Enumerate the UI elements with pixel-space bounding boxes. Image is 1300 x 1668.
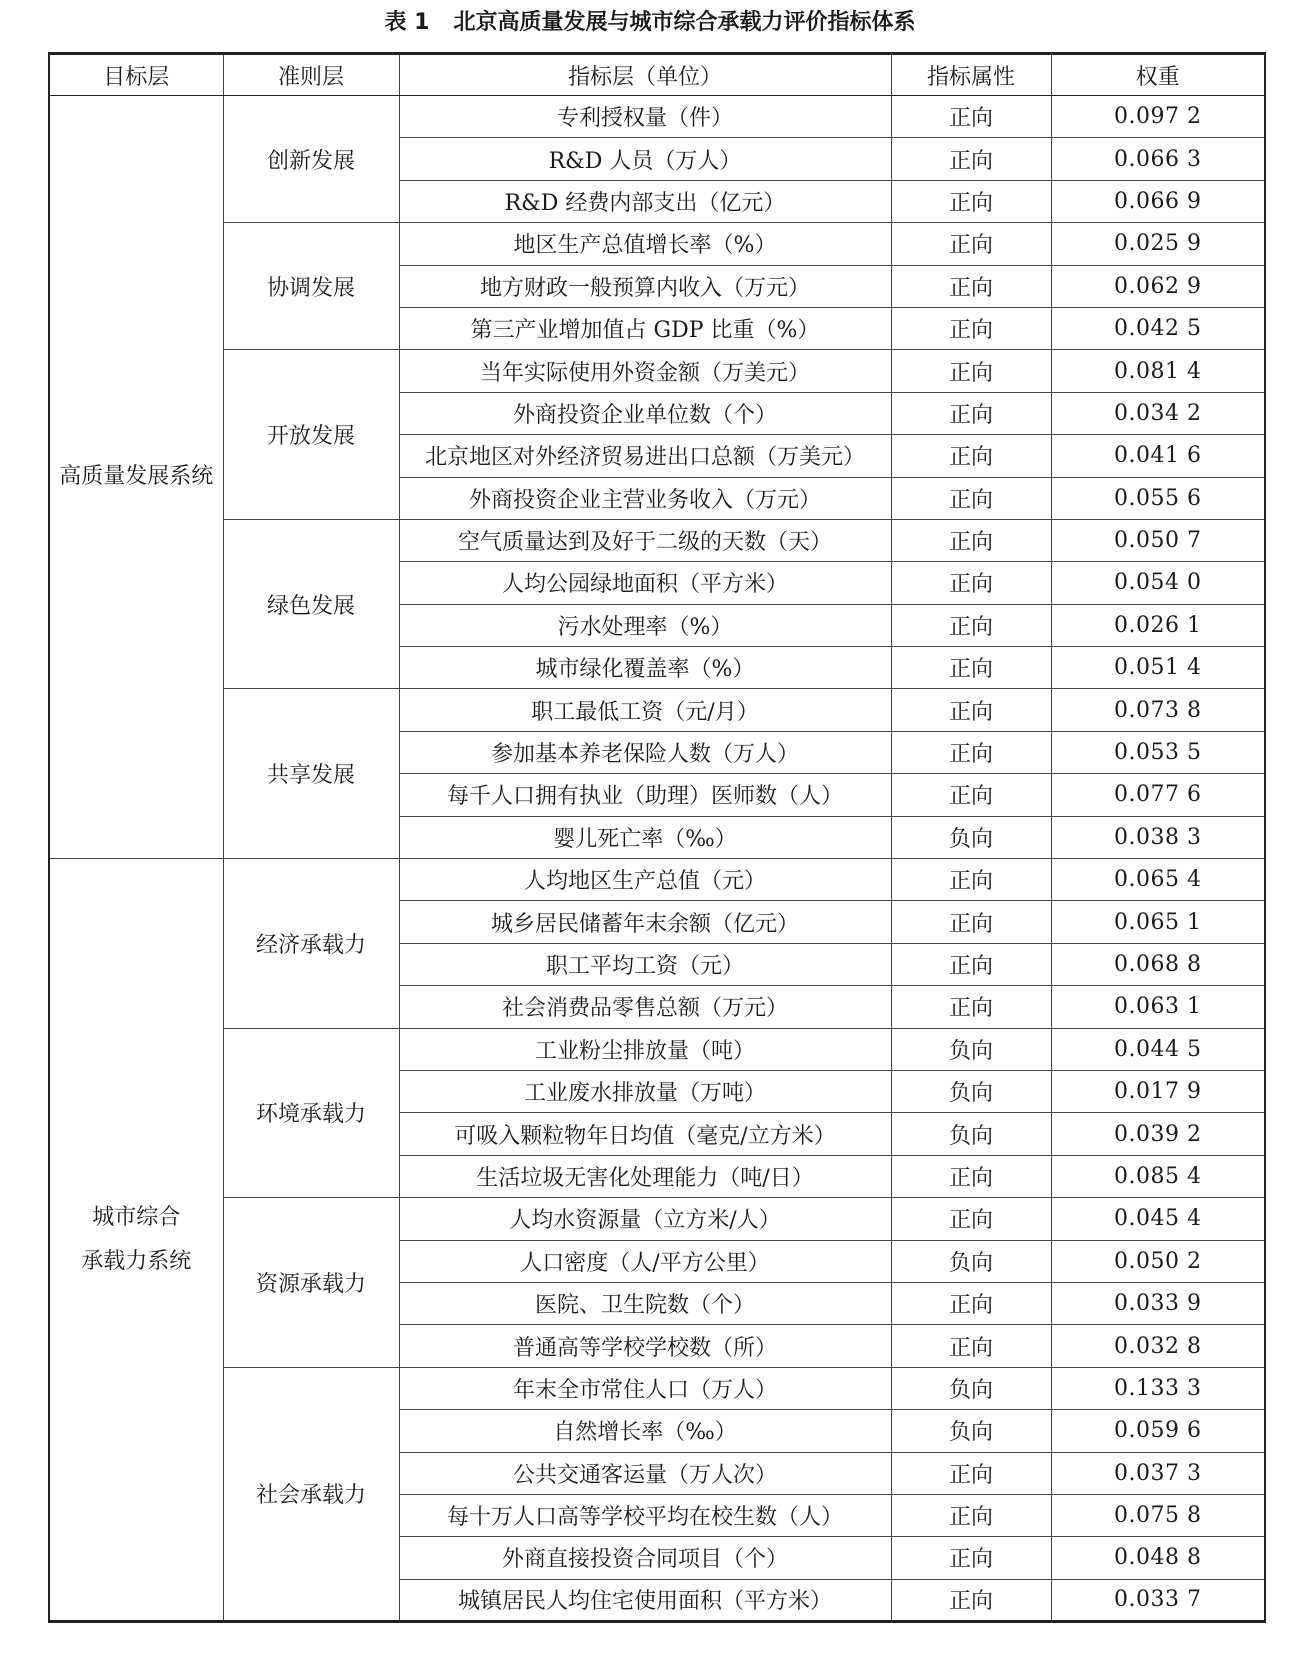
attribute-cell: 正向 — [891, 1537, 1051, 1579]
indicator-cell: 城市绿化覆盖率（%） — [399, 647, 891, 689]
table-row — [49, 96, 1265, 138]
attribute-cell: 正向 — [891, 435, 1051, 477]
weight-cell: 0.097 2 — [1051, 96, 1265, 138]
indicator-cell: 人均地区生产总值（元） — [399, 859, 891, 901]
attribute-cell: 正向 — [891, 1282, 1051, 1324]
indicator-cell: 年末全市常住人口（万人） — [399, 1367, 891, 1409]
attribute-cell: 正向 — [891, 180, 1051, 222]
attribute-cell: 负向 — [891, 1240, 1051, 1282]
weight-cell: 0.045 4 — [1051, 1198, 1265, 1240]
target-layer-label: 高质量发展系统 — [59, 464, 214, 490]
target-layer-label: 承载力系统 — [81, 1248, 192, 1274]
indicator-cell: 职工最低工资（元/月） — [399, 689, 891, 731]
attribute-cell: 正向 — [891, 1325, 1051, 1367]
attribute-cell: 正向 — [891, 477, 1051, 519]
indicator-cell: R&D 人员（万人） — [399, 138, 891, 180]
indicator-cell: R&D 经费内部支出（亿元） — [399, 180, 891, 222]
weight-cell: 0.085 4 — [1051, 1155, 1265, 1197]
indicator-cell: 城乡居民储蓄年末余额（亿元） — [399, 901, 891, 943]
criteria-layer-cell: 环境承载力 — [223, 1028, 399, 1198]
attribute-cell: 正向 — [891, 392, 1051, 434]
attribute-cell: 正向 — [891, 647, 1051, 689]
attribute-cell: 正向 — [891, 138, 1051, 180]
attribute-cell: 正向 — [891, 96, 1051, 138]
weight-cell: 0.033 9 — [1051, 1282, 1265, 1324]
attribute-cell: 正向 — [891, 731, 1051, 773]
weight-cell: 0.066 9 — [1051, 180, 1265, 222]
target-layer-cell — [49, 859, 223, 1622]
weight-cell: 0.037 3 — [1051, 1452, 1265, 1494]
indicator-cell: 自然增长率（‰） — [399, 1410, 891, 1452]
weight-cell: 0.050 7 — [1051, 519, 1265, 561]
indicator-cell: 地区生产总值增长率（%） — [399, 223, 891, 265]
header-indicator-layer: 指标层（单位） — [399, 54, 891, 96]
indicator-cell: 人均公园绿地面积（平方米） — [399, 562, 891, 604]
weight-cell: 0.059 6 — [1051, 1410, 1265, 1452]
table-row — [49, 1028, 1265, 1070]
attribute-cell: 正向 — [891, 265, 1051, 307]
attribute-cell: 正向 — [891, 859, 1051, 901]
attribute-cell: 负向 — [891, 816, 1051, 858]
indicator-cell: 每千人口拥有执业（助理）医师数（人） — [399, 774, 891, 816]
weight-cell: 0.066 3 — [1051, 138, 1265, 180]
weight-cell: 0.038 3 — [1051, 816, 1265, 858]
weight-cell: 0.063 1 — [1051, 986, 1265, 1028]
criteria-layer-cell: 社会承载力 — [223, 1367, 399, 1621]
criteria-layer-cell: 开放发展 — [223, 350, 399, 520]
attribute-cell: 正向 — [891, 986, 1051, 1028]
indicator-cell: 污水处理率（%） — [399, 604, 891, 646]
attribute-cell: 正向 — [891, 1198, 1051, 1240]
weight-cell: 0.044 5 — [1051, 1028, 1265, 1070]
indicator-cell: 空气质量达到及好于二级的天数（天） — [399, 519, 891, 561]
weight-cell: 0.033 7 — [1051, 1579, 1265, 1621]
indicator-cell: 外商投资企业单位数（个） — [399, 392, 891, 434]
attribute-cell: 负向 — [891, 1410, 1051, 1452]
indicator-cell: 人均水资源量（立方米/人） — [399, 1198, 891, 1240]
indicator-cell: 工业粉尘排放量（吨） — [399, 1028, 891, 1070]
indicator-cell: 城镇居民人均住宅使用面积（平方米） — [399, 1579, 891, 1621]
weight-cell: 0.041 6 — [1051, 435, 1265, 477]
attribute-cell: 正向 — [891, 307, 1051, 349]
weight-cell: 0.062 9 — [1051, 265, 1265, 307]
table-row — [49, 1367, 1265, 1409]
indicator-cell: 人口密度（人/平方公里） — [399, 1240, 891, 1282]
indicator-cell: 婴儿死亡率（‰） — [399, 816, 891, 858]
table-title: 北京高质量发展与城市综合承载力评价指标体系 — [453, 10, 916, 35]
weight-cell: 0.073 8 — [1051, 689, 1265, 731]
attribute-cell: 负向 — [891, 1367, 1051, 1409]
indicator-cell: 公共交通客运量（万人次） — [399, 1452, 891, 1494]
weight-cell: 0.055 6 — [1051, 477, 1265, 519]
attribute-cell: 正向 — [891, 901, 1051, 943]
header-weight: 权重 — [1051, 54, 1265, 96]
weight-cell: 0.077 6 — [1051, 774, 1265, 816]
indicator-cell: 专利授权量（件） — [399, 96, 891, 138]
weight-cell: 0.050 2 — [1051, 1240, 1265, 1282]
attribute-cell: 正向 — [891, 774, 1051, 816]
attribute-cell: 负向 — [891, 1070, 1051, 1112]
attribute-cell: 正向 — [891, 604, 1051, 646]
indicator-cell: 职工平均工资（元） — [399, 943, 891, 985]
criteria-layer-cell: 协调发展 — [223, 223, 399, 350]
weight-cell: 0.034 2 — [1051, 392, 1265, 434]
criteria-layer-cell: 创新发展 — [223, 96, 399, 223]
weight-cell: 0.039 2 — [1051, 1113, 1265, 1155]
attribute-cell: 负向 — [891, 1028, 1051, 1070]
attribute-cell: 正向 — [891, 1452, 1051, 1494]
attribute-cell: 正向 — [891, 689, 1051, 731]
table-number: 表 1 — [384, 10, 430, 35]
header-target-layer: 目标层 — [49, 54, 223, 96]
indicator-cell: 社会消费品零售总额（万元） — [399, 986, 891, 1028]
weight-cell: 0.042 5 — [1051, 307, 1265, 349]
criteria-layer-cell: 绿色发展 — [223, 519, 399, 689]
header-criteria-layer: 准则层 — [223, 54, 399, 96]
target-layer-label: 城市综合 — [92, 1204, 181, 1230]
weight-cell: 0.026 1 — [1051, 604, 1265, 646]
attribute-cell: 正向 — [891, 223, 1051, 265]
indicator-cell: 当年实际使用外资金额（万美元） — [399, 350, 891, 392]
attribute-cell: 正向 — [891, 350, 1051, 392]
indicator-cell: 参加基本养老保险人数（万人） — [399, 731, 891, 773]
criteria-layer-cell: 资源承载力 — [223, 1198, 399, 1368]
table-row — [49, 859, 1265, 901]
indicator-cell: 外商直接投资合同项目（个） — [399, 1537, 891, 1579]
indicator-cell: 第三产业增加值占 GDP 比重（%） — [399, 307, 891, 349]
attribute-cell: 正向 — [891, 1494, 1051, 1536]
weight-cell: 0.054 0 — [1051, 562, 1265, 604]
table-caption — [0, 6, 1300, 40]
weight-cell: 0.081 4 — [1051, 350, 1265, 392]
indicator-cell: 外商投资企业主营业务收入（万元） — [399, 477, 891, 519]
table-row — [49, 1198, 1265, 1240]
indicator-cell: 工业废水排放量（万吨） — [399, 1070, 891, 1112]
indicator-cell: 普通高等学校学校数（所） — [399, 1325, 891, 1367]
weight-cell: 0.032 8 — [1051, 1325, 1265, 1367]
criteria-layer-cell: 共享发展 — [223, 689, 399, 859]
indicator-table — [48, 52, 1266, 1623]
weight-cell: 0.051 4 — [1051, 647, 1265, 689]
header-indicator-attribute: 指标属性 — [891, 54, 1051, 96]
target-layer-cell — [49, 96, 223, 859]
indicator-cell: 北京地区对外经济贸易进出口总额（万美元） — [399, 435, 891, 477]
weight-cell: 0.048 8 — [1051, 1537, 1265, 1579]
indicator-cell: 可吸入颗粒物年日均值（毫克/立方米） — [399, 1113, 891, 1155]
criteria-layer-cell: 经济承载力 — [223, 859, 399, 1029]
attribute-cell: 正向 — [891, 943, 1051, 985]
weight-cell: 0.025 9 — [1051, 223, 1265, 265]
indicator-cell: 生活垃圾无害化处理能力（吨/日） — [399, 1155, 891, 1197]
indicator-cell: 地方财政一般预算内收入（万元） — [399, 265, 891, 307]
table-body — [49, 96, 1265, 1622]
table-row — [49, 519, 1265, 561]
table-row — [49, 223, 1265, 265]
weight-cell: 0.065 4 — [1051, 859, 1265, 901]
weight-cell: 0.053 5 — [1051, 731, 1265, 773]
indicator-cell: 每十万人口高等学校平均在校生数（人） — [399, 1494, 891, 1536]
attribute-cell: 正向 — [891, 1155, 1051, 1197]
attribute-cell: 负向 — [891, 1113, 1051, 1155]
attribute-cell: 正向 — [891, 562, 1051, 604]
header-row — [49, 54, 1265, 96]
table-row — [49, 689, 1265, 731]
attribute-cell: 正向 — [891, 1579, 1051, 1621]
indicator-cell: 医院、卫生院数（个） — [399, 1282, 891, 1324]
weight-cell: 0.133 3 — [1051, 1367, 1265, 1409]
table-row — [49, 350, 1265, 392]
weight-cell: 0.065 1 — [1051, 901, 1265, 943]
weight-cell: 0.075 8 — [1051, 1494, 1265, 1536]
attribute-cell: 正向 — [891, 519, 1051, 561]
weight-cell: 0.068 8 — [1051, 943, 1265, 985]
weight-cell: 0.017 9 — [1051, 1070, 1265, 1112]
